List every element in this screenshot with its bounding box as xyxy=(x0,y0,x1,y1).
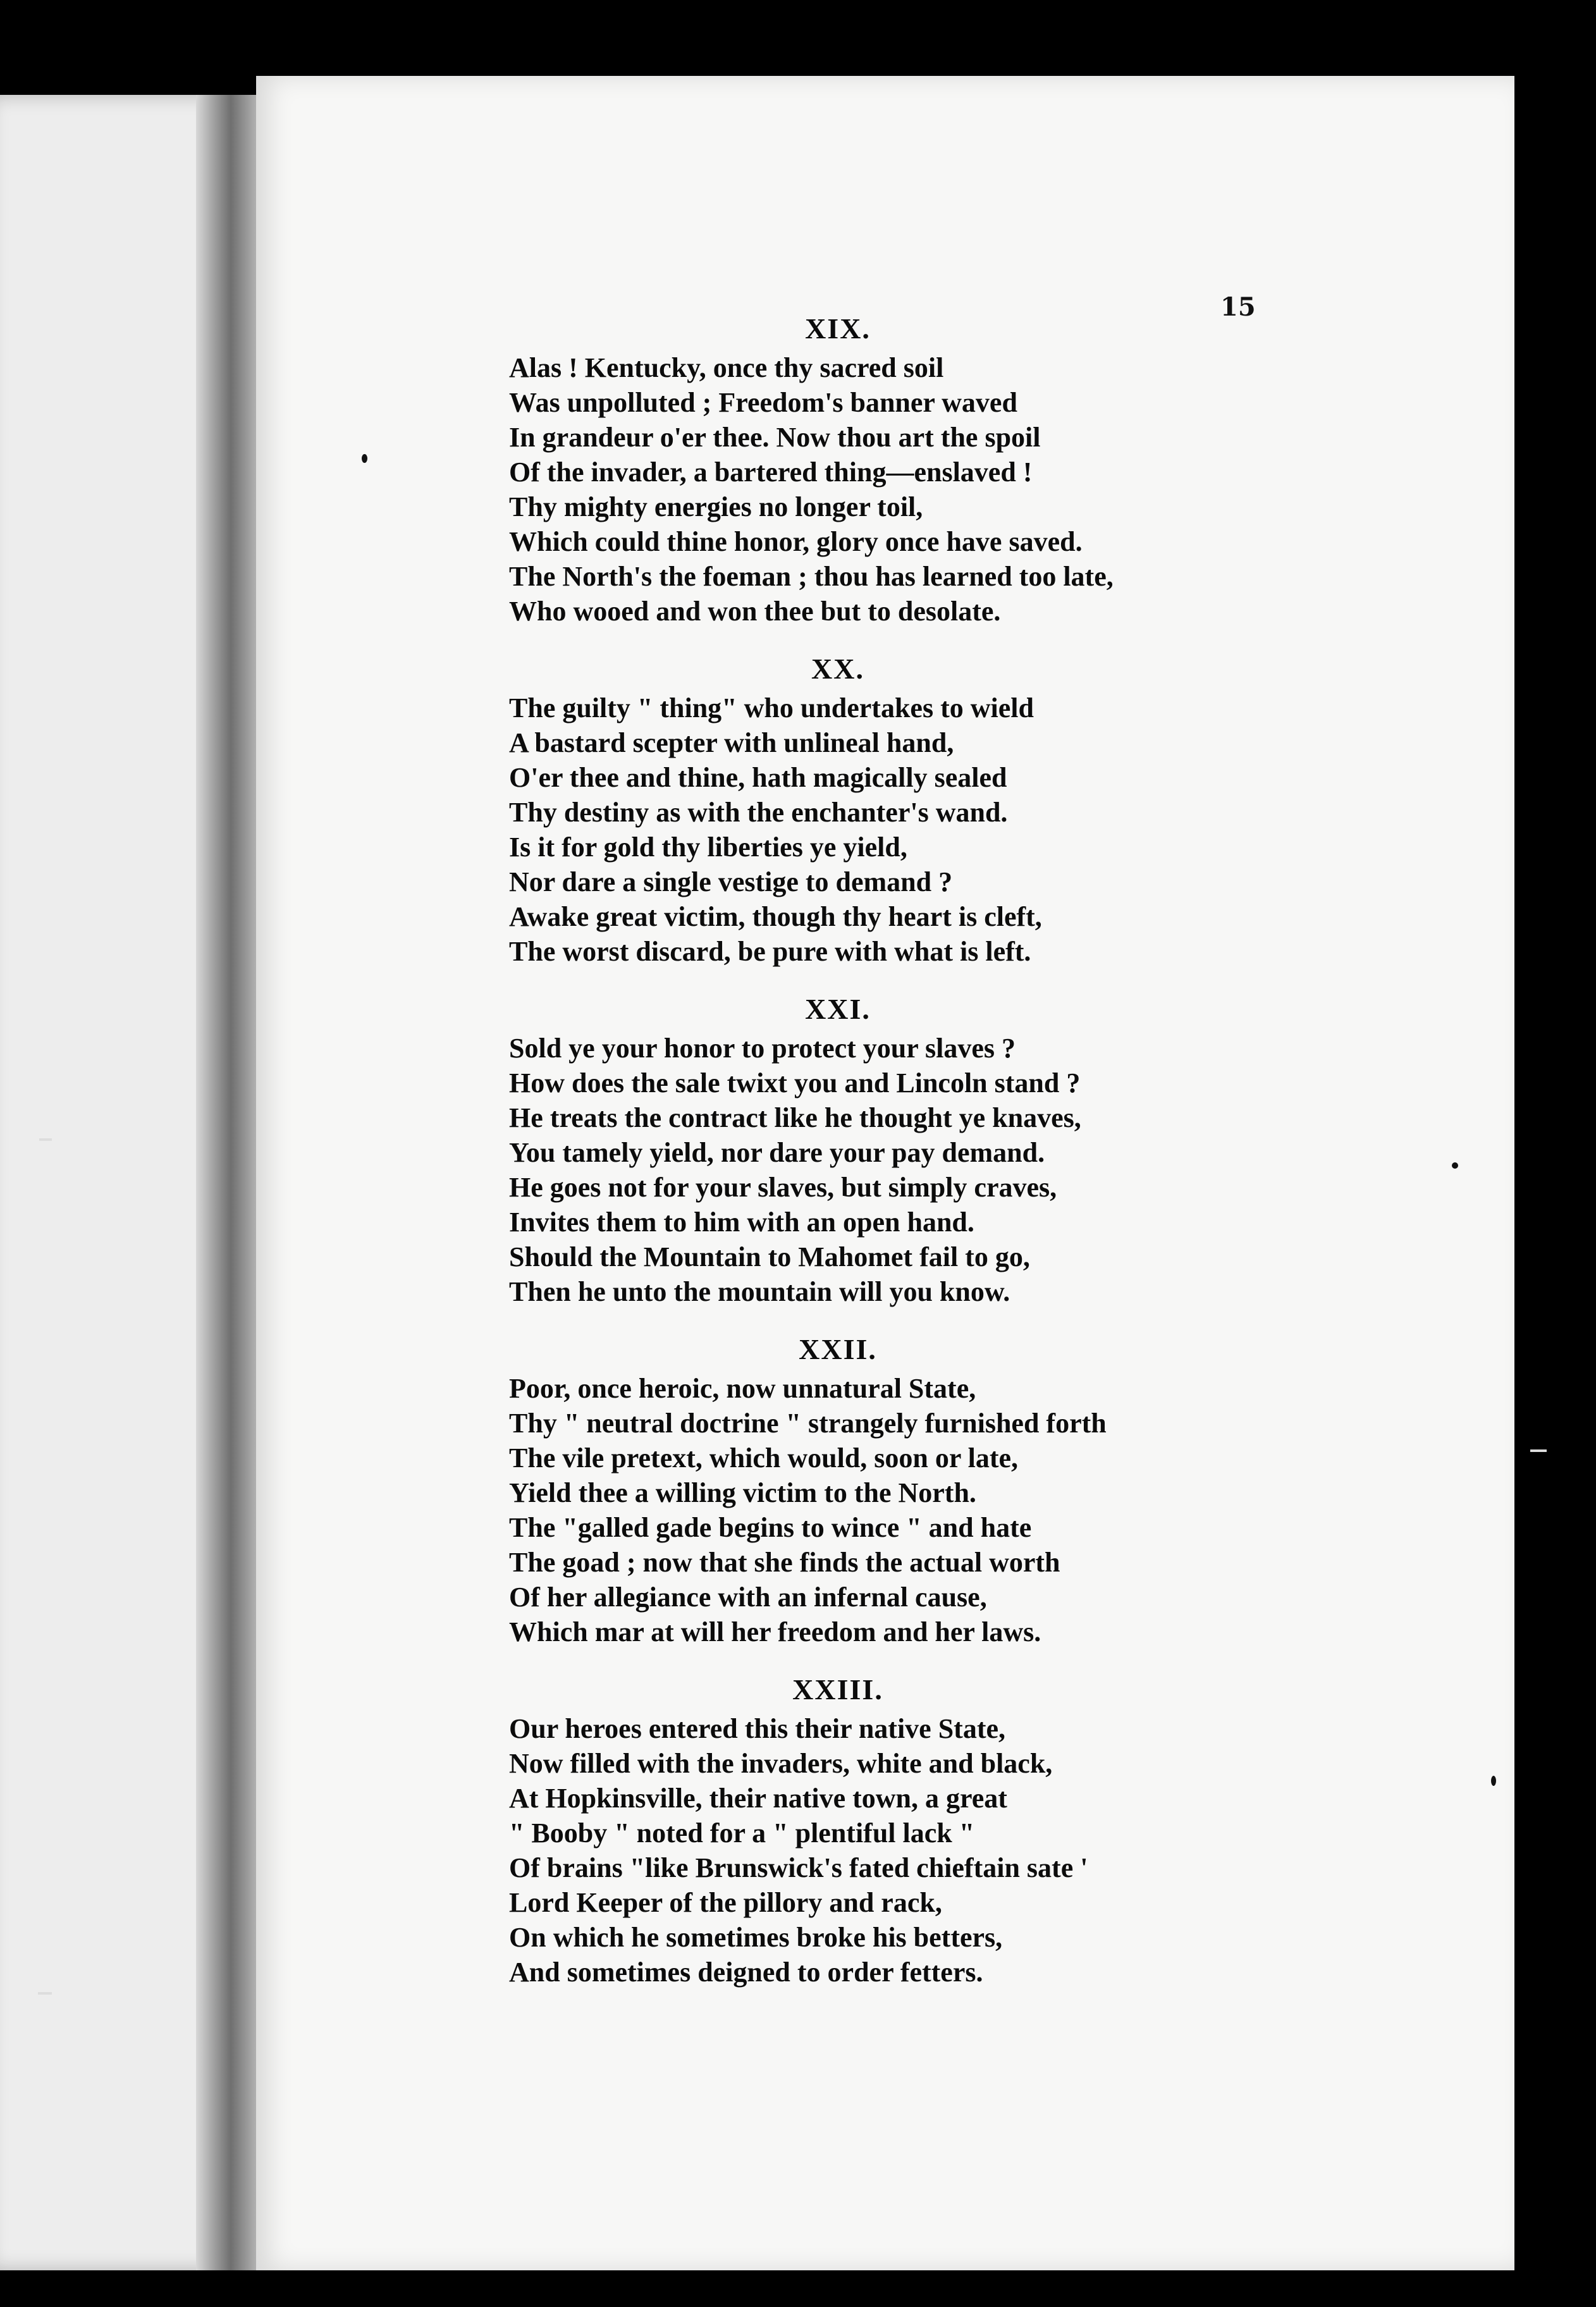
verse-line: At Hopkinsville, their native town, a great xyxy=(509,1783,1007,1814)
stanza-numeral: XIX. xyxy=(805,312,871,345)
verse-line: And sometimes deigned to order fetters. xyxy=(509,1957,983,1988)
verse-line: Now filled with the invaders, white and black, xyxy=(509,1748,1053,1779)
stanza-xx xyxy=(509,650,1224,969)
verse-line: Thy " neutral doctrine " strangely furnished forth xyxy=(509,1408,1107,1439)
verse-line: The North's the foeman ; thou has learned too late, xyxy=(509,561,1114,592)
verse-line: Which mar at will her freedom and her laws. xyxy=(509,1616,1041,1647)
stanza-xxiii xyxy=(509,1671,1224,1990)
verse-line: In grandeur o'er thee. Now thou art the spoil xyxy=(509,422,1041,453)
verse-line: Thy destiny as with the enchanter's wand. xyxy=(509,797,1008,828)
book-gutter xyxy=(196,95,259,2270)
stanza-xix xyxy=(509,310,1224,629)
stanza-xxii xyxy=(509,1331,1224,1649)
verse-line: He goes not for your slaves, but simply craves, xyxy=(509,1172,1057,1203)
verse-line: The "galled gade begins to wince " and hate xyxy=(509,1512,1032,1543)
verse-line: Who wooed and won thee but to desolate. xyxy=(509,596,1001,627)
page-number: 15 xyxy=(1220,292,1256,322)
verse-line: Of her allegiance with an infernal cause, xyxy=(509,1582,987,1613)
verse-line: " Booby " noted for a " plentiful lack " xyxy=(509,1818,975,1849)
scan-mark xyxy=(1530,1449,1547,1452)
verse-line: The worst discard, be pure with what is left. xyxy=(509,936,1031,967)
verse-line: Was unpolluted ; Freedom's banner waved xyxy=(509,387,1017,418)
verse-line: Nor dare a single vestige to demand ? xyxy=(509,866,953,897)
poem-body xyxy=(509,310,1224,2011)
scan-mark xyxy=(38,1992,52,1995)
verse-line: Our heroes entered this their native State, xyxy=(509,1713,1005,1744)
verse-line: Invites them to him with an open hand. xyxy=(509,1207,974,1238)
verse-line: Of brains "like Brunswick's fated chieftain sate ' xyxy=(509,1852,1088,1883)
verse-line: A bastard scepter with unlineal hand, xyxy=(509,727,954,758)
verse-line: Lord Keeper of the pillory and rack, xyxy=(509,1887,942,1918)
verse-line: Alas ! Kentucky, once thy sacred soil xyxy=(509,352,944,383)
verse-line: Then he unto the mountain will you know. xyxy=(509,1276,1010,1307)
verse-line: You tamely yield, nor dare your pay demand. xyxy=(509,1137,1045,1168)
stanza-numeral: XXI. xyxy=(805,993,871,1025)
verse-line: The goad ; now that she finds the actual worth xyxy=(509,1547,1060,1578)
verse-line: Which could thine honor, glory once have saved. xyxy=(509,526,1083,557)
verse-line: Thy mighty energies no longer toil, xyxy=(509,491,923,522)
stanza-xxi xyxy=(509,990,1224,1309)
verse-line: The guilty " thing" who undertakes to wield xyxy=(509,692,1034,723)
verse-line: He treats the contract like he thought ye knaves, xyxy=(509,1102,1081,1133)
ink-speck xyxy=(1452,1162,1458,1169)
verse-line: The vile pretext, which would, soon or late, xyxy=(509,1443,1019,1473)
verse-line: Sold ye your honor to protect your slaves ? xyxy=(509,1033,1016,1064)
verse-line: Poor, once heroic, now unnatural State, xyxy=(509,1373,976,1404)
ink-speck xyxy=(1491,1776,1496,1786)
verse-line: Should the Mountain to Mahomet fail to go, xyxy=(509,1241,1030,1272)
verse-line: How does the sale twixt you and Lincoln stand ? xyxy=(509,1067,1081,1098)
verse-line: Is it for gold thy liberties ye yield, xyxy=(509,832,907,863)
verse-line: Of the invader, a bartered thing—enslaved ! xyxy=(509,457,1033,488)
ink-speck xyxy=(362,454,367,463)
stanza-numeral: XXIII. xyxy=(792,1673,883,1706)
verse-line: O'er thee and thine, hath magically sealed xyxy=(509,762,1007,793)
verse-line: On which he sometimes broke his betters, xyxy=(509,1922,1003,1953)
verse-line: Yield thee a willing victim to the North. xyxy=(509,1477,976,1508)
stanza-numeral: XXII. xyxy=(799,1333,877,1365)
verse-line: Awake great victim, though thy heart is cleft, xyxy=(509,901,1042,932)
scan-mark xyxy=(39,1138,52,1141)
stanza-numeral: XX. xyxy=(811,653,864,685)
